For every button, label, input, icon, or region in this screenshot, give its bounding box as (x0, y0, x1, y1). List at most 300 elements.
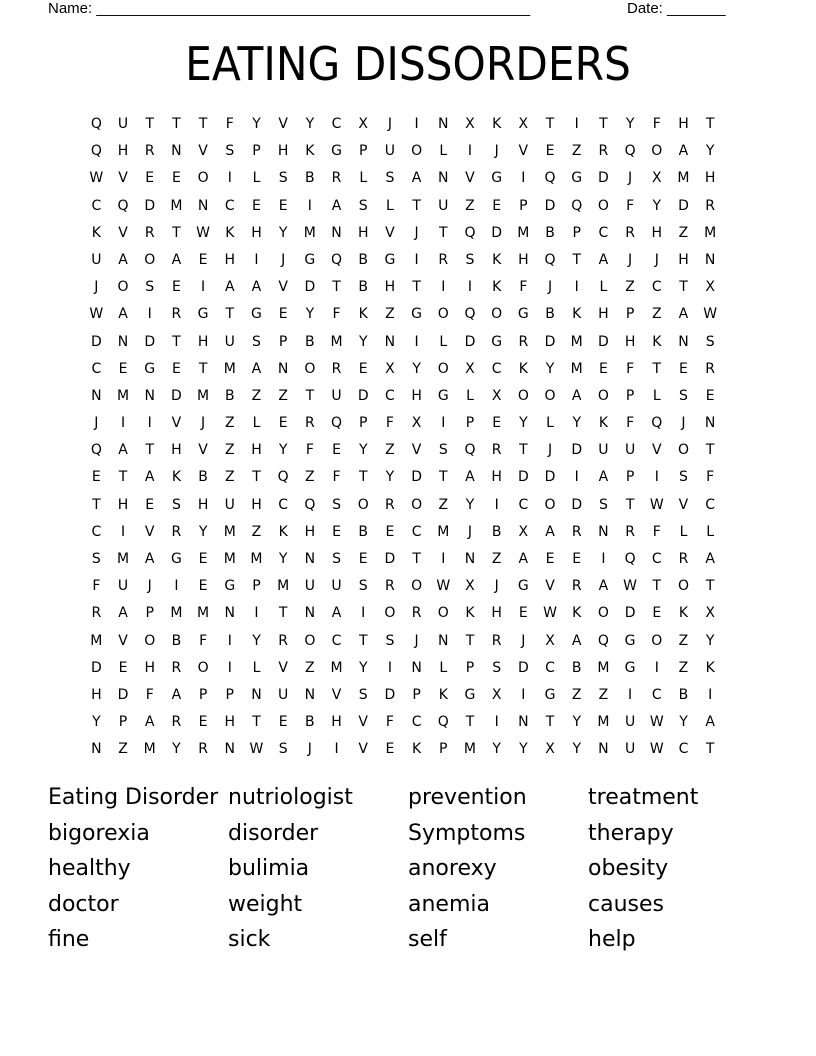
grid-letter: T (599, 116, 608, 132)
grid-letter: R (331, 360, 342, 377)
grid-letter: R (171, 659, 182, 676)
grid-letter: X (545, 741, 555, 758)
grid-letter: E (278, 197, 288, 214)
grid-letter: E (118, 360, 128, 377)
grid-letter: W (623, 578, 638, 595)
grid-letter: Y (92, 714, 101, 731)
grid-letter: U (117, 116, 129, 132)
grid-letter: S (278, 741, 288, 758)
grid-letter: D (411, 469, 422, 486)
grid-row (83, 249, 724, 276)
grid-letter: D (384, 551, 396, 567)
grid-letter: P (625, 469, 635, 486)
grid-letter: Y (705, 632, 715, 649)
grid-letter: V (198, 442, 208, 459)
grid-letter: O (677, 578, 689, 595)
grid-letter: J (547, 442, 553, 459)
grid-letter: R (678, 551, 689, 567)
grid-letter: S (358, 197, 368, 214)
grid-letter: D (357, 387, 369, 404)
grid-letter: A (144, 469, 155, 486)
grid-letter: T (545, 714, 555, 731)
grid-letter: O (677, 442, 689, 459)
grid-letter: U (624, 741, 636, 758)
grid-letter: I (521, 686, 526, 703)
grid-letter: T (439, 224, 448, 241)
grid-letter: S (438, 442, 448, 459)
grid-letter: F (305, 442, 314, 459)
grid-letter: S (332, 496, 341, 513)
grid-letter: M (330, 333, 343, 350)
grid-letter: D (544, 333, 556, 350)
grid-letter: S (598, 496, 608, 513)
grid-letter: A (251, 279, 262, 296)
grid-letter: D (171, 387, 182, 404)
grid-letter: T (652, 578, 662, 595)
grid-letter: T (572, 251, 581, 268)
grid-letter: V (518, 143, 529, 160)
grid-letter: G (224, 578, 236, 595)
grid-letter: O (197, 170, 209, 187)
grid-letter: A (144, 714, 155, 731)
grid-letter: Q (597, 632, 609, 649)
grid-letter: G (571, 170, 583, 187)
grid-letter: L (466, 387, 474, 404)
grid-letter: E (171, 279, 181, 296)
grid-letter: M (570, 360, 583, 377)
grid-letter: C (651, 686, 662, 703)
grid-letter: B (358, 251, 369, 268)
grid-letter: K (678, 605, 689, 622)
grid-letter: H (224, 251, 236, 268)
grid-letter: E (278, 415, 288, 432)
grid-letter: U (331, 578, 342, 595)
grid-letter: B (305, 333, 315, 350)
grid-letter: H (144, 659, 155, 676)
grid-letter: K (438, 686, 448, 703)
grid-letter: E (278, 306, 288, 323)
grid-letter: W (703, 306, 718, 323)
grid-letter: Z (385, 442, 395, 459)
grid-letter: T (412, 551, 421, 567)
grid-letter: Y (705, 143, 715, 160)
grid-letter: Z (571, 143, 582, 160)
grid-letter: P (145, 605, 154, 622)
grid-letter: M (570, 333, 583, 350)
grid-letter: I (414, 116, 419, 132)
grid-letter: H (384, 279, 396, 296)
grid-letter: G (437, 387, 449, 404)
grid-letter: X (545, 632, 555, 649)
grid-letter: Z (625, 279, 635, 296)
grid-letter: I (574, 469, 579, 486)
grid-letter: R (144, 224, 155, 241)
grid-letter: W (649, 741, 664, 758)
grid-letter: G (251, 306, 262, 323)
grid-letter: J (94, 415, 99, 432)
grid-row (83, 412, 724, 439)
grid-letter: X (518, 116, 529, 132)
grid-letter: N (704, 251, 716, 268)
grid-row (83, 548, 724, 575)
grid-letter: D (90, 659, 102, 676)
grid-letter: E (518, 605, 528, 622)
grid-letter: O (597, 387, 609, 404)
word-list-item: causes (588, 891, 664, 917)
grid-letter: V (118, 632, 128, 649)
grid-letter: O (197, 659, 209, 676)
grid-letter: F (652, 116, 661, 132)
grid-letter: N (598, 523, 609, 540)
grid-letter: N (117, 333, 129, 350)
grid-letter: Y (572, 714, 581, 731)
grid-letter: O (651, 632, 663, 649)
grid-letter: S (385, 632, 395, 649)
grid-letter: H (91, 686, 102, 703)
word-list-item: Symptoms (408, 820, 526, 846)
grid-letter: O (597, 605, 609, 622)
grid-letter: J (681, 415, 686, 432)
grid-letter: S (492, 659, 502, 676)
grid-letter: X (491, 387, 502, 404)
grid-letter: E (705, 387, 715, 404)
grid-letter: S (705, 333, 715, 350)
grid-letter: Z (224, 442, 235, 459)
grid-letter: J (414, 632, 419, 649)
grid-letter: G (197, 306, 209, 323)
grid-letter: P (278, 333, 288, 350)
grid-letter: G (144, 360, 156, 377)
grid-letter: T (465, 632, 475, 649)
grid-letter: X (705, 605, 715, 622)
grid-letter: U (331, 387, 342, 404)
word-list-item: nutriologist (228, 785, 353, 810)
grid-letter: V (358, 741, 368, 758)
grid-letter: S (145, 279, 155, 296)
grid-letter: G (624, 659, 636, 676)
grid-letter: E (679, 360, 688, 377)
grid-letter: A (411, 170, 422, 187)
grid-letter: A (705, 714, 715, 731)
grid-letter: I (494, 714, 499, 731)
grid-letter: T (332, 279, 341, 296)
grid-letter: T (225, 306, 235, 323)
grid-letter: W (649, 496, 664, 513)
grid-letter: C (278, 496, 289, 513)
grid-letter: M (223, 360, 236, 377)
grid-letter: R (144, 143, 155, 160)
grid-letter: E (198, 251, 208, 268)
grid-letter: S (358, 578, 368, 595)
grid-letter: I (467, 279, 473, 296)
grid-letter: Y (358, 333, 368, 350)
grid-letter: C (651, 551, 662, 567)
grid-letter: M (463, 741, 477, 758)
grid-letter: B (545, 224, 555, 241)
grid-letter: Q (624, 551, 636, 567)
grid-letter: A (518, 551, 529, 567)
grid-letter: E (145, 170, 155, 187)
grid-letter: Z (385, 306, 395, 323)
grid-letter: R (518, 333, 529, 350)
grid-letter: R (705, 197, 716, 214)
grid-letter: U (224, 333, 235, 350)
grid-letter: A (171, 686, 182, 703)
grid-letter: Q (544, 170, 556, 187)
grid-letter: I (414, 251, 419, 268)
grid-letter: G (544, 686, 556, 703)
grid-letter: G (170, 551, 182, 567)
grid-letter: Z (491, 551, 502, 567)
grid-letter: G (331, 143, 342, 160)
grid-letter: T (172, 116, 181, 132)
grid-letter: S (252, 333, 261, 350)
grid-letter: Y (385, 469, 395, 486)
grid-letter: R (705, 360, 716, 377)
grid-letter: Y (679, 714, 688, 731)
grid-letter: H (117, 496, 129, 513)
grid-letter: D (304, 279, 316, 296)
grid-letter: O (411, 496, 423, 513)
grid-letter: O (304, 632, 316, 649)
grid-letter: D (517, 469, 529, 486)
grid-letter: Q (331, 415, 343, 432)
grid-letter: X (385, 360, 395, 377)
grid-letter: R (304, 415, 315, 432)
grid-letter: D (117, 686, 129, 703)
grid-letter: K (278, 523, 288, 540)
grid-letter: S (225, 143, 235, 160)
grid-letter: W (89, 306, 104, 323)
word-list-item: weight (228, 891, 303, 917)
grid-letter: V (118, 170, 128, 187)
grid-letter: I (441, 551, 446, 567)
grid-row (83, 303, 724, 330)
grid-letter: A (331, 197, 342, 214)
grid-letter: I (521, 170, 526, 187)
grid-letter: M (223, 551, 236, 567)
grid-letter: M (437, 523, 450, 540)
grid-letter: K (518, 360, 528, 377)
grid-letter: P (519, 197, 528, 214)
grid-letter: G (491, 170, 503, 187)
grid-letter: Y (465, 496, 475, 513)
grid-letter: T (465, 714, 475, 731)
grid-letter: C (331, 116, 342, 132)
grid-row (83, 222, 724, 249)
grid-letter: N (304, 605, 316, 622)
grid-letter: S (465, 251, 475, 268)
grid-letter: B (305, 170, 315, 187)
grid-letter: E (358, 551, 368, 567)
grid-letter: J (147, 578, 152, 595)
grid-letter: R (571, 578, 582, 595)
grid-letter: V (545, 578, 555, 595)
grid-letter: H (491, 469, 502, 486)
grid-letter: U (304, 578, 315, 595)
grid-letter: A (171, 251, 182, 268)
grid-letter: X (705, 279, 715, 296)
grid-letter: D (678, 197, 689, 214)
grid-letter: Z (678, 659, 689, 676)
page-title: EATING DISSORDERS (185, 37, 631, 91)
grid-letter: H (251, 496, 262, 513)
grid-letter: E (545, 551, 555, 567)
word-list-item: help (588, 927, 636, 952)
word-list-item: bigorexia (48, 820, 150, 846)
grid-letter: E (118, 659, 128, 676)
word-list-item: prevention (408, 785, 527, 810)
grid-letter: Y (358, 442, 368, 459)
grid-letter: E (278, 714, 288, 731)
grid-letter: B (305, 714, 315, 731)
grid-letter: P (225, 686, 234, 703)
grid-letter: I (708, 686, 713, 703)
grid-letter: Q (90, 442, 102, 459)
grid-letter: I (654, 659, 659, 676)
grid-letter: W (436, 578, 451, 595)
word-list-item: anorexy (408, 856, 497, 881)
grid-letter: R (625, 523, 635, 540)
grid-letter: H (197, 496, 209, 513)
grid-letter: N (384, 333, 396, 350)
grid-row (83, 657, 724, 684)
grid-letter: L (252, 170, 261, 187)
grid-letter: J (494, 578, 499, 595)
grid-letter: K (492, 116, 502, 132)
grid-letter: Z (118, 741, 128, 758)
grid-letter: R (385, 496, 395, 513)
grid-letter: V (651, 442, 662, 459)
grid-letter: E (91, 469, 101, 486)
grid-letter: U (91, 251, 102, 268)
grid-letter: U (624, 442, 636, 459)
grid-letter: T (412, 279, 421, 296)
grid-letter: A (118, 605, 128, 622)
grid-letter: I (574, 279, 579, 296)
grid-letter: U (278, 686, 289, 703)
grid-letter: H (171, 442, 182, 459)
grid-letter: N (197, 197, 209, 214)
grid-letter: J (94, 279, 99, 296)
grid-letter: H (251, 224, 262, 241)
grid-letter: T (705, 442, 715, 459)
grid-letter: I (494, 496, 499, 513)
grid-letter: D (491, 224, 503, 241)
grid-letter: A (118, 306, 128, 323)
grid-letter: Y (305, 306, 315, 323)
grid-letter: T (545, 116, 555, 132)
grid-letter: F (385, 415, 394, 432)
grid-letter: K (705, 659, 715, 676)
grid-letter: B (224, 387, 235, 404)
grid-letter: R (198, 741, 208, 758)
grid-letter: Y (519, 741, 528, 758)
grid-letter: Q (90, 116, 102, 132)
grid-letter: V (331, 686, 342, 703)
grid-letter: T (305, 387, 315, 404)
grid-letter: N (224, 605, 236, 622)
grid-letter: O (117, 279, 129, 296)
grid-letter: I (147, 415, 152, 432)
name-field: Name: ____________________________________________________ (48, 0, 531, 17)
grid-letter: C (91, 360, 102, 377)
grid-letter: X (465, 578, 475, 595)
grid-letter: O (544, 387, 556, 404)
grid-letter: B (358, 523, 369, 540)
grid-letter: G (464, 686, 476, 703)
grid-letter: P (118, 714, 128, 731)
grid-row (83, 276, 724, 303)
grid-letter: V (198, 143, 208, 160)
grid-letter: E (598, 360, 608, 377)
grid-letter: V (278, 116, 288, 132)
grid-letter: E (171, 170, 181, 187)
grid-letter: J (467, 523, 473, 540)
grid-letter: D (544, 197, 556, 214)
grid-letter: J (307, 741, 312, 758)
grid-letter: J (387, 116, 392, 132)
grid-letter: I (227, 170, 232, 187)
grid-letter: J (414, 224, 419, 241)
grid-letter: Z (251, 387, 262, 404)
grid-letter: Z (465, 197, 475, 214)
grid-letter: I (254, 605, 259, 622)
grid-letter: A (545, 523, 555, 540)
grid-letter: I (147, 306, 152, 323)
grid-letter: Y (252, 632, 261, 649)
word-list-item: healthy (48, 856, 131, 881)
grid-letter: P (572, 224, 581, 241)
grid-letter: N (464, 551, 476, 567)
grid-letter: F (626, 360, 635, 377)
grid-letter: T (172, 224, 181, 241)
grid-letter: J (281, 251, 286, 268)
grid-letter: Q (117, 197, 129, 214)
grid-letter: F (706, 469, 715, 486)
grid-letter: O (144, 632, 156, 649)
grid-letter: W (249, 741, 264, 758)
grid-letter: G (624, 632, 636, 649)
grid-letter: Y (278, 551, 288, 567)
grid-letter: H (304, 523, 316, 540)
grid-letter: W (649, 714, 664, 731)
date-field: Date: _______ (627, 0, 726, 17)
grid-letter: H (491, 605, 502, 622)
grid-letter: E (198, 578, 208, 595)
grid-letter: R (438, 251, 449, 268)
grid-letter: B (198, 469, 208, 486)
grid-letter: H (598, 306, 609, 323)
grid-letter: J (628, 170, 633, 187)
grid-letter: U (384, 143, 396, 160)
grid-letter: M (250, 551, 263, 567)
grid-letter: D (598, 170, 609, 187)
grid-row (83, 385, 724, 412)
grid-letter: D (144, 197, 156, 214)
grid-letter: Y (252, 116, 261, 132)
grid-letter: A (465, 469, 475, 486)
grid-letter: R (385, 578, 395, 595)
word-list-item: sick (228, 927, 271, 952)
grid-letter: V (118, 224, 128, 241)
grid-letter: F (652, 523, 661, 540)
grid-letter: G (517, 306, 529, 323)
grid-letter: P (358, 143, 368, 160)
grid-letter: K (358, 306, 368, 323)
grid-letter: T (278, 605, 288, 622)
grid-letter: C (385, 387, 395, 404)
